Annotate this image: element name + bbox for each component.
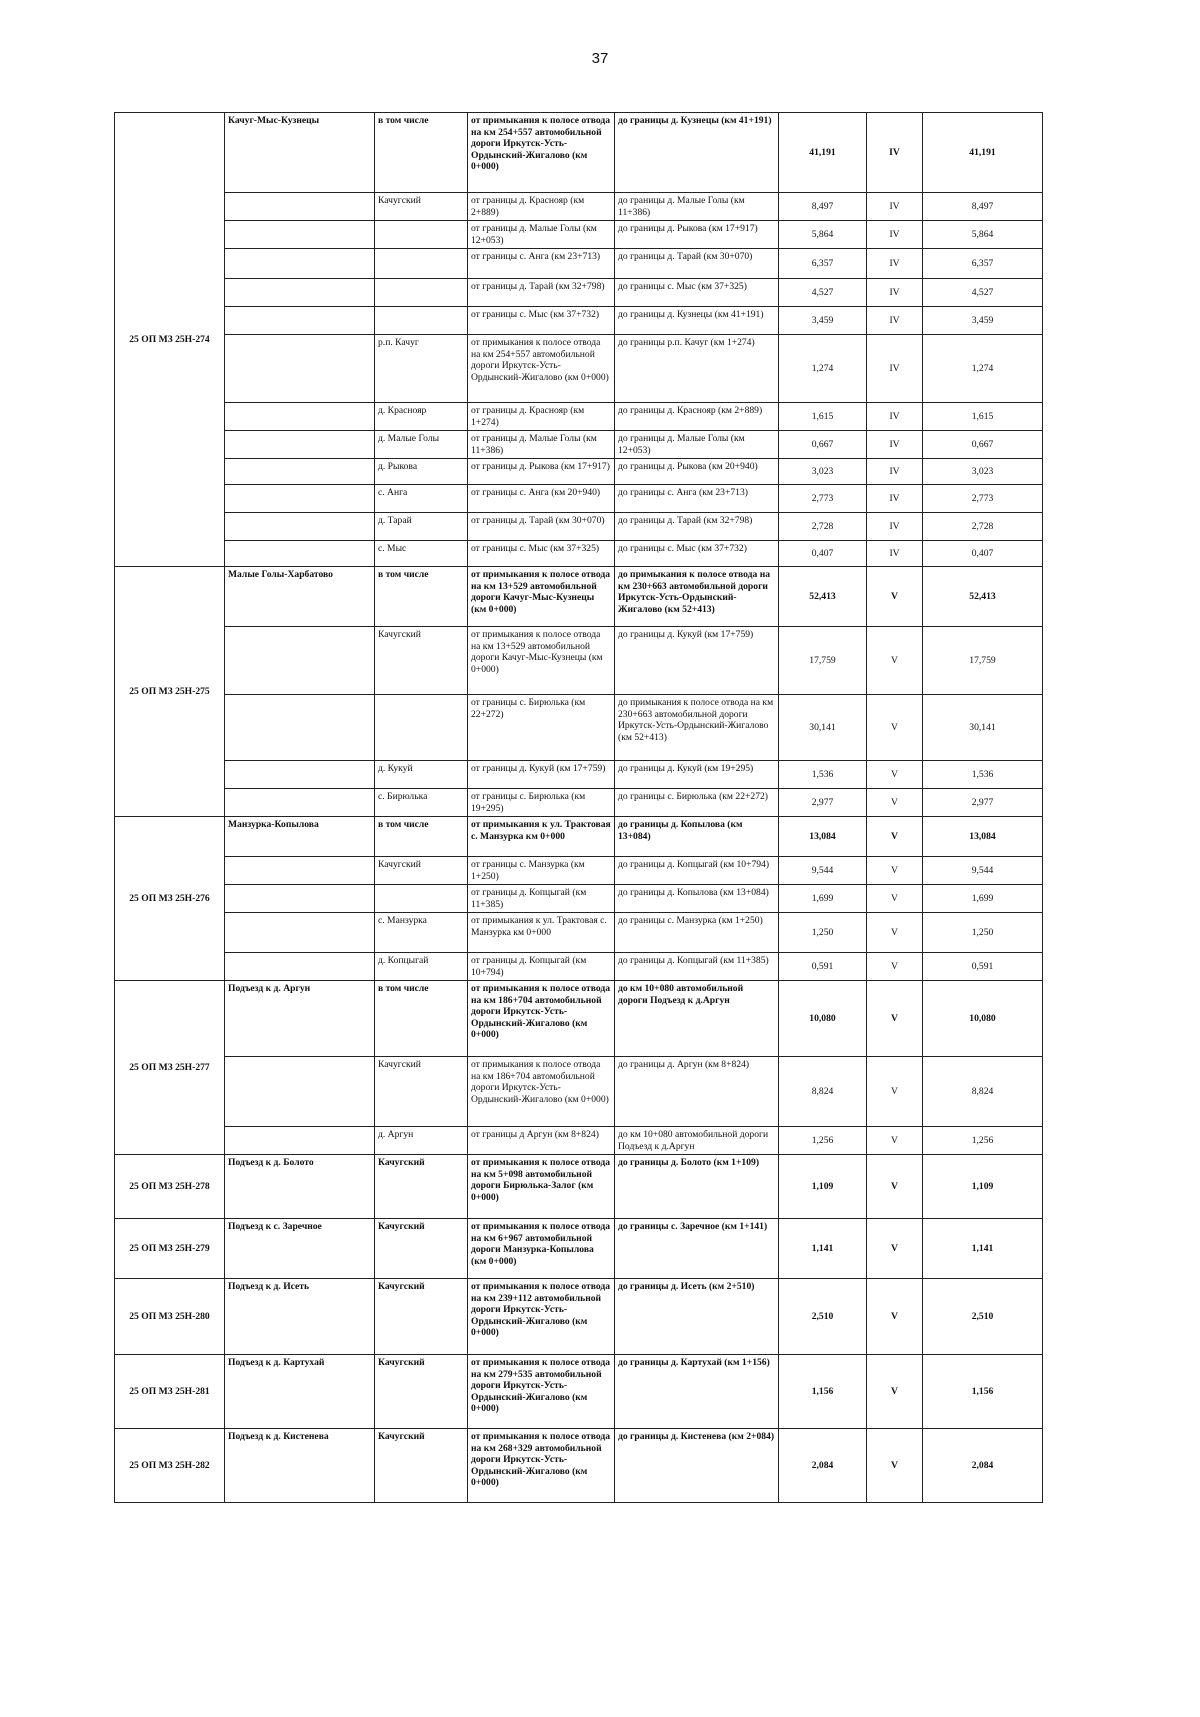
length-km-cell: 52,413 bbox=[779, 567, 867, 627]
road-code-cell: 25 ОП МЗ 25Н-275 bbox=[115, 567, 225, 817]
segment-start-cell: от границы д. Тарай (км 30+070) bbox=[468, 513, 615, 541]
length-km-cell: 13,084 bbox=[779, 817, 867, 857]
road-code-cell: 25 ОП МЗ 25Н-276 bbox=[115, 817, 225, 981]
total-length-cell: 30,141 bbox=[923, 695, 1043, 761]
length-km-cell: 2,728 bbox=[779, 513, 867, 541]
segment-start-cell: от границы с. Манзурка (км 1+250) bbox=[468, 857, 615, 885]
segment-end-cell: до границы д. Кукуй (км 19+295) bbox=[615, 761, 779, 789]
table-row bbox=[115, 193, 1043, 221]
segment-end-cell: до границы с. Заречное (км 1+141) bbox=[615, 1219, 779, 1279]
road-name-cell bbox=[225, 307, 375, 335]
road-category-cell: IV bbox=[867, 403, 923, 431]
table-row bbox=[115, 817, 1043, 857]
table-row bbox=[115, 953, 1043, 981]
total-length-cell: 1,141 bbox=[923, 1219, 1043, 1279]
length-km-cell: 30,141 bbox=[779, 695, 867, 761]
road-name-cell bbox=[225, 279, 375, 307]
segment-start-cell: от границы с. Мыс (км 37+732) bbox=[468, 307, 615, 335]
road-code-cell: 25 ОП МЗ 25Н-277 bbox=[115, 981, 225, 1155]
table-row bbox=[115, 695, 1043, 761]
total-length-cell: 2,773 bbox=[923, 485, 1043, 513]
road-name-cell bbox=[225, 761, 375, 789]
road-code-cell: 25 ОП МЗ 25Н-281 bbox=[115, 1355, 225, 1429]
segment-end-cell: до границы д. Копылова (км 13+084) bbox=[615, 885, 779, 913]
length-km-cell: 9,544 bbox=[779, 857, 867, 885]
table-row bbox=[115, 249, 1043, 279]
road-category-cell: IV bbox=[867, 541, 923, 567]
length-km-cell: 1,615 bbox=[779, 403, 867, 431]
table-row bbox=[115, 221, 1043, 249]
segment-start-cell: от примыкания к ул. Трактовая с. Манзурка км 0+000 bbox=[468, 817, 615, 857]
locality-cell: в том числе bbox=[375, 817, 468, 857]
locality-cell: Качугский bbox=[375, 1429, 468, 1503]
road-category-cell: IV bbox=[867, 431, 923, 459]
total-length-cell: 2,510 bbox=[923, 1279, 1043, 1355]
road-code-cell: 25 ОП МЗ 25Н-279 bbox=[115, 1219, 225, 1279]
road-category-cell: V bbox=[867, 789, 923, 817]
locality-cell: д. Рыкова bbox=[375, 459, 468, 485]
segment-start-cell: от границы с. Мыс (км 37+325) bbox=[468, 541, 615, 567]
table-row bbox=[115, 627, 1043, 695]
road-category-cell: IV bbox=[867, 459, 923, 485]
locality-cell: Качугский bbox=[375, 1219, 468, 1279]
segment-start-cell: от границы с. Бирюлька (км 19+295) bbox=[468, 789, 615, 817]
length-km-cell: 1,141 bbox=[779, 1219, 867, 1279]
length-km-cell: 6,357 bbox=[779, 249, 867, 279]
roads-table-body bbox=[115, 113, 1043, 1503]
road-category-cell: V bbox=[867, 1279, 923, 1355]
length-km-cell: 3,023 bbox=[779, 459, 867, 485]
segment-start-cell: от примыкания к полосе отвода на км 186+704 автомобильной дороги Иркутск-Усть-Ордынский-Жигалово (км 0+000) bbox=[468, 981, 615, 1057]
length-km-cell: 1,256 bbox=[779, 1127, 867, 1155]
segment-end-cell: до границы д. Малые Голы (км 11+386) bbox=[615, 193, 779, 221]
locality-cell: в том числе bbox=[375, 981, 468, 1057]
table-row bbox=[115, 113, 1043, 193]
road-name-cell: Подъезд к д. Аргун bbox=[225, 981, 375, 1057]
locality-cell bbox=[375, 221, 468, 249]
segment-start-cell: от примыкания к полосе отвода на км 5+098 автомобильной дороги Бирюлька-Залог (км 0+000) bbox=[468, 1155, 615, 1219]
table-row bbox=[115, 307, 1043, 335]
road-category-cell: IV bbox=[867, 513, 923, 541]
segment-start-cell: от границы д. Краснояр (км 1+274) bbox=[468, 403, 615, 431]
total-length-cell: 6,357 bbox=[923, 249, 1043, 279]
locality-cell: Качугский bbox=[375, 1355, 468, 1429]
total-length-cell: 2,977 bbox=[923, 789, 1043, 817]
road-name-cell: Малые Голы-Харбатово bbox=[225, 567, 375, 627]
total-length-cell: 13,084 bbox=[923, 817, 1043, 857]
segment-end-cell: до границы д. Малые Голы (км 12+053) bbox=[615, 431, 779, 459]
total-length-cell: 4,527 bbox=[923, 279, 1043, 307]
segment-end-cell: до границы д. Исеть (км 2+510) bbox=[615, 1279, 779, 1355]
road-category-cell: V bbox=[867, 1155, 923, 1219]
segment-start-cell: от границы с. Анга (км 20+940) bbox=[468, 485, 615, 513]
locality-cell: Качугский bbox=[375, 857, 468, 885]
length-km-cell: 8,497 bbox=[779, 193, 867, 221]
table-row bbox=[115, 513, 1043, 541]
road-name-cell bbox=[225, 1127, 375, 1155]
total-length-cell: 1,274 bbox=[923, 335, 1043, 403]
total-length-cell: 1,156 bbox=[923, 1355, 1043, 1429]
segment-end-cell: до границы д. Тарай (км 32+798) bbox=[615, 513, 779, 541]
segment-start-cell: от границы д Аргун (км 8+824) bbox=[468, 1127, 615, 1155]
table-row bbox=[115, 1355, 1043, 1429]
table-row bbox=[115, 431, 1043, 459]
locality-cell: Качугский bbox=[375, 1279, 468, 1355]
segment-end-cell: до примыкания к полосе отвода на км 230+663 автомобильной дороги Иркутск-Усть-Ордынский-Жигалово (км 52+413) bbox=[615, 567, 779, 627]
locality-cell: с. Анга bbox=[375, 485, 468, 513]
segment-end-cell: до км 10+080 автомобильной дороги Подъезд к д.Аргун bbox=[615, 981, 779, 1057]
segment-end-cell: до км 10+080 автомобильной дороги Подъезд к д.Аргун bbox=[615, 1127, 779, 1155]
road-category-cell: IV bbox=[867, 307, 923, 335]
length-km-cell: 1,109 bbox=[779, 1155, 867, 1219]
length-km-cell: 2,084 bbox=[779, 1429, 867, 1503]
table-row bbox=[115, 485, 1043, 513]
total-length-cell: 1,536 bbox=[923, 761, 1043, 789]
length-km-cell: 1,699 bbox=[779, 885, 867, 913]
road-name-cell bbox=[225, 913, 375, 953]
table-row bbox=[115, 885, 1043, 913]
length-km-cell: 1,536 bbox=[779, 761, 867, 789]
road-name-cell bbox=[225, 789, 375, 817]
table-row bbox=[115, 913, 1043, 953]
road-category-cell: V bbox=[867, 567, 923, 627]
total-length-cell: 9,544 bbox=[923, 857, 1043, 885]
segment-end-cell: до границы с. Манзурка (км 1+250) bbox=[615, 913, 779, 953]
length-km-cell: 8,824 bbox=[779, 1057, 867, 1127]
length-km-cell: 1,250 bbox=[779, 913, 867, 953]
road-name-cell bbox=[225, 857, 375, 885]
table-row bbox=[115, 1279, 1043, 1355]
locality-cell: Качугский bbox=[375, 1057, 468, 1127]
road-category-cell: V bbox=[867, 953, 923, 981]
segment-start-cell: от границы д. Копцыгай (км 11+385) bbox=[468, 885, 615, 913]
total-length-cell: 2,728 bbox=[923, 513, 1043, 541]
table-row bbox=[115, 335, 1043, 403]
road-name-cell bbox=[225, 627, 375, 695]
length-km-cell: 0,407 bbox=[779, 541, 867, 567]
road-category-cell: IV bbox=[867, 221, 923, 249]
segment-start-cell: от примыкания к ул. Трактовая с. Манзурка км 0+000 bbox=[468, 913, 615, 953]
road-category-cell: IV bbox=[867, 279, 923, 307]
segment-start-cell: от примыкания к полосе отвода на км 254+557 автомобильной дороги Иркутск-Усть-Ордынский-Жигалово (км 0+000) bbox=[468, 335, 615, 403]
table-row bbox=[115, 567, 1043, 627]
segment-start-cell: от границы д. Копцыгай (км 10+794) bbox=[468, 953, 615, 981]
segment-start-cell: от границы д. Кукуй (км 17+759) bbox=[468, 761, 615, 789]
table-row bbox=[115, 1127, 1043, 1155]
segment-end-cell: до границы д. Аргун (км 8+824) bbox=[615, 1057, 779, 1127]
road-name-cell bbox=[225, 431, 375, 459]
locality-cell bbox=[375, 307, 468, 335]
locality-cell: Качугский bbox=[375, 193, 468, 221]
segment-start-cell: от границы с. Анга (км 23+713) bbox=[468, 249, 615, 279]
length-km-cell: 41,191 bbox=[779, 113, 867, 193]
segment-end-cell: до границы д. Копцыгай (км 10+794) bbox=[615, 857, 779, 885]
road-category-cell: V bbox=[867, 857, 923, 885]
road-name-cell: Подъезд к с. Заречное bbox=[225, 1219, 375, 1279]
segment-end-cell: до границы д. Краснояр (км 2+889) bbox=[615, 403, 779, 431]
road-name-cell bbox=[225, 221, 375, 249]
road-category-cell: V bbox=[867, 761, 923, 789]
road-name-cell: Подъезд к д. Болото bbox=[225, 1155, 375, 1219]
locality-cell: д. Копцыгай bbox=[375, 953, 468, 981]
segment-start-cell: от границы д. Тарай (км 32+798) bbox=[468, 279, 615, 307]
page-number: 37 bbox=[591, 50, 609, 67]
road-name-cell bbox=[225, 335, 375, 403]
segment-end-cell: до примыкания к полосе отвода на км 230+663 автомобильной дороги Иркутск-Усть-Ордынский-Жигалово (км 52+413) bbox=[615, 695, 779, 761]
road-name-cell: Манзурка-Копылова bbox=[225, 817, 375, 857]
length-km-cell: 17,759 bbox=[779, 627, 867, 695]
total-length-cell: 2,084 bbox=[923, 1429, 1043, 1503]
total-length-cell: 1,615 bbox=[923, 403, 1043, 431]
table-row bbox=[115, 789, 1043, 817]
segment-end-cell: до границы с. Мыс (км 37+732) bbox=[615, 541, 779, 567]
segment-start-cell: от примыкания к полосе отвода на км 254+557 автомобильной дороги Иркутск-Усть-Ордынский-Жигалово (км 0+000) bbox=[468, 113, 615, 193]
length-km-cell: 10,080 bbox=[779, 981, 867, 1057]
locality-cell bbox=[375, 279, 468, 307]
road-category-cell: IV bbox=[867, 193, 923, 221]
segment-end-cell: до границы д. Кузнецы (км 41+191) bbox=[615, 307, 779, 335]
segment-end-cell: до границы д. Болото (км 1+109) bbox=[615, 1155, 779, 1219]
locality-cell: в том числе bbox=[375, 113, 468, 193]
segment-end-cell: до границы д. Рыкова (км 20+940) bbox=[615, 459, 779, 485]
segment-end-cell: до границы с. Бирюлька (км 22+272) bbox=[615, 789, 779, 817]
segment-start-cell: от примыкания к полосе отвода на км 186+704 автомобильной дороги Иркутск-Усть-Ордынский-Жигалово (км 0+000) bbox=[468, 1057, 615, 1127]
road-name-cell bbox=[225, 695, 375, 761]
segment-end-cell: до границы с. Мыс (км 37+325) bbox=[615, 279, 779, 307]
road-category-cell: V bbox=[867, 1127, 923, 1155]
total-length-cell: 3,023 bbox=[923, 459, 1043, 485]
road-name-cell bbox=[225, 485, 375, 513]
locality-cell bbox=[375, 695, 468, 761]
road-category-cell: V bbox=[867, 981, 923, 1057]
total-length-cell: 10,080 bbox=[923, 981, 1043, 1057]
road-name-cell bbox=[225, 193, 375, 221]
segment-end-cell: до границы д. Кистенева (км 2+084) bbox=[615, 1429, 779, 1503]
road-category-cell: V bbox=[867, 627, 923, 695]
table-row bbox=[115, 1057, 1043, 1127]
total-length-cell: 8,824 bbox=[923, 1057, 1043, 1127]
total-length-cell: 5,864 bbox=[923, 221, 1043, 249]
road-name-cell bbox=[225, 459, 375, 485]
total-length-cell: 0,667 bbox=[923, 431, 1043, 459]
table-row bbox=[115, 403, 1043, 431]
road-name-cell: Подъезд к д. Картухай bbox=[225, 1355, 375, 1429]
segment-end-cell: до границы д. Кузнецы (км 41+191) bbox=[615, 113, 779, 193]
locality-cell: Качугский bbox=[375, 627, 468, 695]
total-length-cell: 1,109 bbox=[923, 1155, 1043, 1219]
length-km-cell: 0,591 bbox=[779, 953, 867, 981]
locality-cell: р.п. Качуг bbox=[375, 335, 468, 403]
length-km-cell: 3,459 bbox=[779, 307, 867, 335]
table-row bbox=[115, 981, 1043, 1057]
segment-end-cell: до границы д. Копцыгай (км 11+385) bbox=[615, 953, 779, 981]
segment-end-cell: до границы с. Анга (км 23+713) bbox=[615, 485, 779, 513]
table-row bbox=[115, 541, 1043, 567]
locality-cell: д. Аргун bbox=[375, 1127, 468, 1155]
road-name-cell bbox=[225, 1057, 375, 1127]
road-code-cell: 25 ОП МЗ 25Н-278 bbox=[115, 1155, 225, 1219]
segment-start-cell: от примыкания к полосе отвода на км 6+967 автомобильной дороги Манзурка-Копылова (км 0+000) bbox=[468, 1219, 615, 1279]
length-km-cell: 5,864 bbox=[779, 221, 867, 249]
road-category-cell: V bbox=[867, 913, 923, 953]
segment-end-cell: до границы д. Рыкова (км 17+917) bbox=[615, 221, 779, 249]
road-category-cell: V bbox=[867, 1057, 923, 1127]
locality-cell: д. Малые Голы bbox=[375, 431, 468, 459]
road-category-cell: IV bbox=[867, 485, 923, 513]
road-name-cell: Подъезд к д. Исеть bbox=[225, 1279, 375, 1355]
length-km-cell: 2,773 bbox=[779, 485, 867, 513]
segment-start-cell: от примыкания к полосе отвода на км 13+529 автомобильной дороги Качуг-Мыс-Кузнецы (км 0+000) bbox=[468, 627, 615, 695]
road-category-cell: V bbox=[867, 1429, 923, 1503]
total-length-cell: 0,407 bbox=[923, 541, 1043, 567]
segment-start-cell: от примыкания к полосе отвода на км 13+529 автомобильной дороги Качуг-Мыс-Кузнецы (км 0+000) bbox=[468, 567, 615, 627]
locality-cell: Качугский bbox=[375, 1155, 468, 1219]
locality-cell bbox=[375, 249, 468, 279]
locality-cell: д. Тарай bbox=[375, 513, 468, 541]
segment-start-cell: от примыкания к полосе отвода на км 279+535 автомобильной дороги Иркутск-Усть-Ордынский-Жигалово (км 0+000) bbox=[468, 1355, 615, 1429]
segment-end-cell: до границы д. Копылова (км 13+084) bbox=[615, 817, 779, 857]
segment-start-cell: от границы д. Рыкова (км 17+917) bbox=[468, 459, 615, 485]
table-row bbox=[115, 279, 1043, 307]
road-name-cell bbox=[225, 541, 375, 567]
road-category-cell: V bbox=[867, 1355, 923, 1429]
road-category-cell: V bbox=[867, 695, 923, 761]
segment-end-cell: до границы д. Тарай (км 30+070) bbox=[615, 249, 779, 279]
road-category-cell: IV bbox=[867, 249, 923, 279]
table-row bbox=[115, 1429, 1043, 1503]
road-code-cell: 25 ОП МЗ 25Н-280 bbox=[115, 1279, 225, 1355]
road-name-cell bbox=[225, 513, 375, 541]
road-name-cell: Качуг-Мыс-Кузнецы bbox=[225, 113, 375, 193]
locality-cell: с. Мыс bbox=[375, 541, 468, 567]
road-name-cell bbox=[225, 885, 375, 913]
total-length-cell: 8,497 bbox=[923, 193, 1043, 221]
length-km-cell: 4,527 bbox=[779, 279, 867, 307]
table-row bbox=[115, 1155, 1043, 1219]
road-name-cell bbox=[225, 249, 375, 279]
locality-cell: с. Манзурка bbox=[375, 913, 468, 953]
road-code-cell: 25 ОП МЗ 25Н-282 bbox=[115, 1429, 225, 1503]
segment-start-cell: от примыкания к полосе отвода на км 268+329 автомобильной дороги Иркутск-Усть-Ордынский-Жигалово (км 0+000) bbox=[468, 1429, 615, 1503]
road-category-cell: V bbox=[867, 817, 923, 857]
length-km-cell: 1,274 bbox=[779, 335, 867, 403]
road-category-cell: IV bbox=[867, 335, 923, 403]
segment-start-cell: от границы д. Краснояр (км 2+889) bbox=[468, 193, 615, 221]
road-code-cell: 25 ОП МЗ 25Н-274 bbox=[115, 113, 225, 567]
table-row bbox=[115, 1219, 1043, 1279]
table-row bbox=[115, 459, 1043, 485]
total-length-cell: 1,256 bbox=[923, 1127, 1043, 1155]
locality-cell: д. Кукуй bbox=[375, 761, 468, 789]
segment-start-cell: от границы с. Бирюлька (км 22+272) bbox=[468, 695, 615, 761]
segment-end-cell: до границы д. Кукуй (км 17+759) bbox=[615, 627, 779, 695]
segment-start-cell: от границы д. Малые Голы (км 11+386) bbox=[468, 431, 615, 459]
segment-end-cell: до границы д. Картухай (км 1+156) bbox=[615, 1355, 779, 1429]
road-category-cell: IV bbox=[867, 113, 923, 193]
total-length-cell: 52,413 bbox=[923, 567, 1043, 627]
road-name-cell: Подъезд к д. Кистенева bbox=[225, 1429, 375, 1503]
total-length-cell: 3,459 bbox=[923, 307, 1043, 335]
road-category-cell: V bbox=[867, 885, 923, 913]
locality-cell bbox=[375, 885, 468, 913]
segment-start-cell: от примыкания к полосе отвода на км 239+112 автомобильной дороги Иркутск-Усть-Ордынский-Жигалово (км 0+000) bbox=[468, 1279, 615, 1355]
locality-cell: с. Бирюлька bbox=[375, 789, 468, 817]
total-length-cell: 1,250 bbox=[923, 913, 1043, 953]
length-km-cell: 2,977 bbox=[779, 789, 867, 817]
locality-cell: в том числе bbox=[375, 567, 468, 627]
roads-table bbox=[114, 112, 1043, 1503]
segment-start-cell: от границы д. Малые Голы (км 12+053) bbox=[468, 221, 615, 249]
table-row bbox=[115, 857, 1043, 885]
total-length-cell: 1,699 bbox=[923, 885, 1043, 913]
road-name-cell bbox=[225, 403, 375, 431]
road-name-cell bbox=[225, 953, 375, 981]
length-km-cell: 1,156 bbox=[779, 1355, 867, 1429]
total-length-cell: 17,759 bbox=[923, 627, 1043, 695]
length-km-cell: 2,510 bbox=[779, 1279, 867, 1355]
total-length-cell: 0,591 bbox=[923, 953, 1043, 981]
total-length-cell: 41,191 bbox=[923, 113, 1043, 193]
table-row bbox=[115, 761, 1043, 789]
locality-cell: д. Краснояр bbox=[375, 403, 468, 431]
length-km-cell: 0,667 bbox=[779, 431, 867, 459]
segment-end-cell: до границы р.п. Качуг (км 1+274) bbox=[615, 335, 779, 403]
road-category-cell: V bbox=[867, 1219, 923, 1279]
